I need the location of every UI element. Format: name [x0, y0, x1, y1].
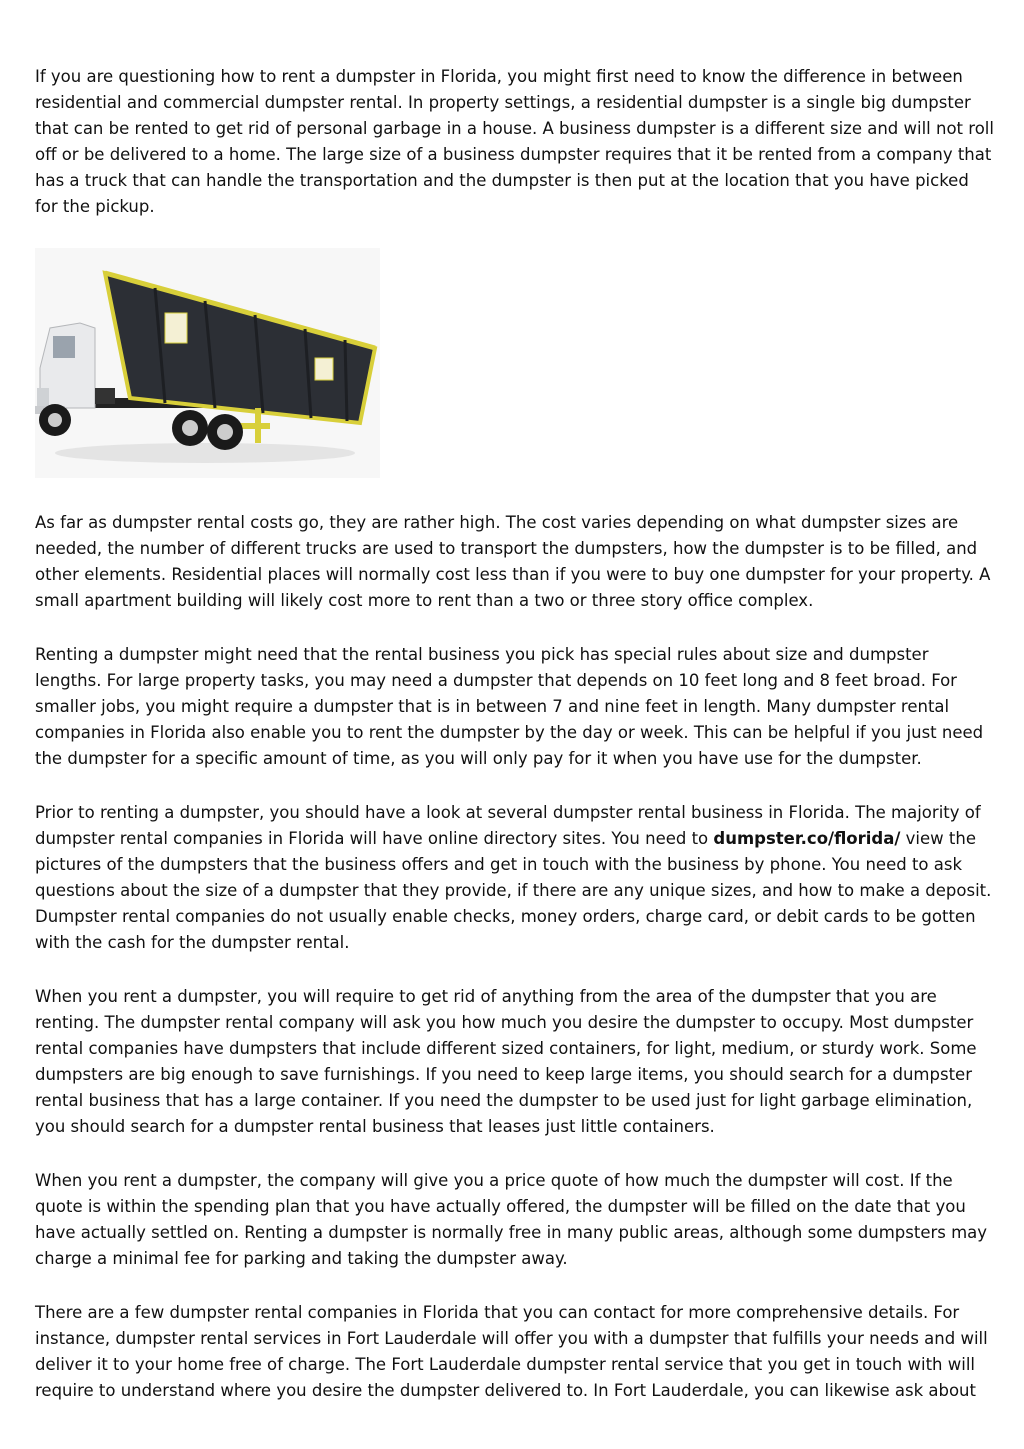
- document-body: [35, 64, 995, 1432]
- paragraph-research-companies: [35, 800, 995, 956]
- paragraph-clear-area: When you rent a dumpster, you will require to get rid of anything from the area of the dumpster that you are renting. The dumpster rental company will ask you how much you desire the dumpster to occupy. Most dumpster rental companies have dumpsters that include different sized containers, for light, medium, or sturdy work. Some dumpsters are big enough to save furnishings. If you need to keep large items, you should search for a dumpster rental business that has a large container. If you need the dumpster to be used just for light garbage elimination, you should search for a dumpster rental business that leases just little containers.: [35, 987, 977, 1136]
- paragraph-price-quote: When you rent a dumpster, the company will give you a price quote of how much the dumpster will cost. If the quote is within the spending plan that you have actually offered, the dumpster will be filled on the date that you have actually settled on. Renting a dumpster is normally free in many public areas, although some dumpsters may charge a minimal fee for parking and taking the dumpster away.: [35, 1171, 988, 1268]
- paragraph-residential-vs-commercial: If you are questioning how to rent a dumpster in Florida, you might first need to know the difference in between residential and commercial dumpster rental. In property settings, a residential dumpster is a single big dumpster that can be rented to get rid of personal garbage in a house. A business dumpster is a different size and will not roll off or be delivered to a home. The large size of a business dumpster requires that it be rented from a company that has a truck that can handle the transportation and the dumpster is then put at the location that you have picked for the pickup.: [35, 67, 994, 216]
- paragraph-rental-costs: As far as dumpster rental costs go, they are rather high. The cost varies depending on what dumpster sizes are needed, the number of different trucks are used to transport the dumpsters, how the dumpster is to be filled, and other elements. Residential places will normally cost less than if you were to buy one dumpster for your property. A small apartment building will likely cost more to rent than a two or three story office complex.: [35, 513, 991, 610]
- dumpster-truck-image: [35, 248, 380, 478]
- dumpster-truck-illustration: [35, 248, 380, 478]
- paragraph-size-rules: Renting a dumpster might need that the rental business you pick has special rules about size and dumpster lengths. For large property tasks, you may need a dumpster that depends on 10 feet long and 8 feet broad. For smaller jobs, you might require a dumpster that is in between 7 and nine feet in length. Many dumpster rental companies in Florida also enable you to rent the dumpster by the day or week. This can be helpful if you just need the dumpster for a specific amount of time, as you will only pay for it when you have use for the dumpster.: [35, 645, 984, 768]
- paragraph-fort-lauderdale: There are a few dumpster rental companies in Florida that you can contact for more comprehensive details. For instance, dumpster rental services in Fort Lauderdale will offer you with a dumpster that fulfills your needs and will deliver it to your home free of charge. The Fort Lauderdale dumpster rental service that you get in touch with will require to understand where you desire the dumpster delivered to. In Fort Lauderdale, you can likewise ask about: [35, 1303, 988, 1400]
- dumpster-florida-link[interactable]: dumpster.co/florida/: [713, 829, 901, 848]
- paragraph-text-before-link: Prior to renting a dumpster, you should have a look at several dumpster rental business in Florida. The majority of dumpster rental companies in Florida will have online directory sites. You need to: [35, 803, 981, 848]
- paragraph-text-after-link: view the pictures of the dumpsters that the business offers and get in touch with the business by phone. You need to ask questions about the size of a dumpster that they provide, if there are any unique sizes, and how to make a deposit. Dumpster rental companies do not usually enable checks, money orders, charge card, or debit cards to be gotten with the cash for the dumpster rental.: [35, 829, 992, 952]
